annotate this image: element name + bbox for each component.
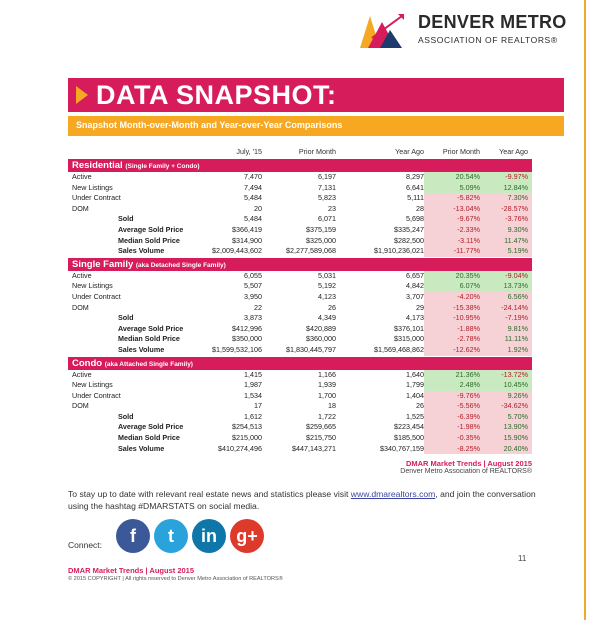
row-pct-year-ago: 1.92%: [507, 344, 528, 354]
stay-text-before: To stay up to date with relevant real estate news and statistics please visit: [68, 489, 351, 499]
dmar-mountain-icon: [358, 8, 406, 52]
snapshot-subtitle-bar: [68, 116, 564, 136]
right-edge-rule: [584, 0, 586, 620]
data-snapshot-banner: [68, 78, 564, 112]
row-current-value: $366,419: [232, 224, 262, 234]
row-prior-month-value: 1,939: [318, 380, 336, 390]
row-year-ago-value: 5,111: [407, 193, 424, 203]
row-label: New Listings: [72, 380, 113, 390]
row-pct-year-ago: -13.72%: [501, 369, 528, 379]
row-prior-month-value: 4,123: [318, 291, 336, 301]
row-year-ago-value: $223,454: [394, 422, 424, 432]
row-prior-month-value: 5,823: [318, 193, 336, 203]
row-label: Median Sold Price: [118, 334, 180, 344]
row-prior-month-value: 1,700: [318, 390, 336, 400]
footer-copyright: © 2015 COPYRIGHT | All rights reserved to Denver Metro Association of REALTORS®: [68, 576, 283, 582]
header-current: July, '15: [236, 147, 262, 156]
row-year-ago-value: $1,569,468,862: [374, 344, 424, 354]
row-current-value: 7,470: [244, 172, 262, 181]
row-pct-year-ago: 11.47%: [504, 235, 528, 245]
row-current-value: 1,415: [244, 369, 262, 379]
table-row: [68, 214, 532, 225]
row-label: DOM: [72, 401, 89, 411]
row-year-ago-value: $1,910,236,021: [374, 246, 424, 256]
row-label: Average Sold Price: [118, 422, 184, 432]
connect-label: Connect:: [68, 540, 103, 550]
table-row: [68, 334, 532, 345]
row-current-value: 17: [254, 401, 262, 411]
row-prior-month-value: 18: [328, 401, 336, 411]
trend-title: DMAR Market Trends | August 2015: [405, 459, 532, 468]
row-pct-prior-month: -10.95%: [453, 313, 480, 323]
row-pct-prior-month: -0.35%: [457, 433, 480, 443]
dmar-logo: [358, 8, 588, 52]
row-current-value: $2,009,443,602: [212, 246, 262, 256]
row-pct-year-ago: -34.62%: [501, 401, 528, 411]
table-row: [68, 225, 532, 236]
row-pct-year-ago: 9.26%: [507, 390, 528, 400]
row-pct-year-ago: 9.30%: [507, 224, 528, 234]
dmar-website-link[interactable]: www.dmarealtors.com: [350, 489, 436, 499]
row-pct-prior-month: -15.38%: [453, 302, 480, 312]
row-pct-prior-month: -1.88%: [457, 323, 480, 333]
row-pct-prior-month: -13.04%: [453, 203, 480, 213]
row-label: Under Contract: [72, 390, 121, 400]
row-current-value: $412,996: [232, 323, 262, 333]
row-pct-year-ago: -9.04%: [505, 270, 528, 280]
row-label: Sold: [118, 214, 134, 224]
row-label: Active: [72, 172, 92, 181]
row-prior-month-value: 6,071: [318, 214, 336, 224]
row-pct-prior-month: 5.09%: [459, 182, 480, 192]
table-row: [68, 324, 532, 335]
trend-association: Denver Metro Association of REALTORS®: [400, 468, 532, 475]
row-pct-year-ago: 20.40%: [503, 443, 528, 453]
snapshot-subtitle: Snapshot Month-over-Month and Year-over-Year Comparisons: [76, 120, 343, 130]
row-year-ago-value: 1,640: [406, 369, 424, 379]
row-label: New Listings: [72, 281, 113, 291]
row-current-value: 22: [254, 302, 262, 312]
row-current-value: $410,274,496: [218, 443, 262, 453]
row-prior-month-value: 1,722: [318, 411, 336, 421]
table-row: [68, 183, 532, 194]
row-year-ago-value: 26: [416, 401, 424, 411]
google-plus-icon[interactable]: [230, 519, 264, 553]
row-current-value: $254,513: [232, 422, 262, 432]
row-current-value: $215,000: [232, 433, 262, 443]
table-row: [68, 193, 532, 204]
stay-text-after: , and join the conversation using the hashtag #DMARSTATS on social media.: [68, 489, 536, 511]
row-pct-prior-month: -2.78%: [457, 334, 480, 344]
row-current-value: 5,484: [244, 193, 262, 203]
row-current-value: 1,987: [244, 380, 262, 390]
row-current-value: 7,494: [244, 182, 262, 192]
row-pct-year-ago: -28.57%: [501, 203, 528, 213]
row-pct-year-ago: 12.84%: [503, 182, 528, 192]
row-label: New Listings: [72, 182, 113, 192]
table-row: [68, 433, 532, 444]
stay-up-to-date-text: [68, 489, 538, 512]
row-pct-year-ago: 5.70%: [507, 411, 528, 421]
table-row: [68, 236, 532, 247]
row-pct-year-ago: 13.90%: [503, 422, 528, 432]
row-pct-prior-month: 21.36%: [455, 369, 480, 379]
row-pct-year-ago: 13.73%: [503, 281, 528, 291]
section-title: Single Family: [72, 258, 134, 270]
row-current-value: 20: [254, 203, 262, 213]
row-current-value: $314,900: [232, 235, 262, 245]
row-pct-prior-month: -9.67%: [457, 214, 480, 224]
table-row: [68, 281, 532, 292]
row-current-value: 3,950: [244, 291, 262, 301]
row-label: Average Sold Price: [118, 224, 184, 234]
row-year-ago-value: 8,297: [406, 172, 424, 181]
section-note: (aka Detached Single Family): [135, 261, 226, 269]
facebook-icon[interactable]: [116, 519, 150, 553]
row-current-value: 1,612: [244, 411, 262, 421]
row-current-value: 5,484: [244, 214, 262, 224]
row-prior-month-value: 6,197: [318, 172, 336, 181]
row-prior-month-value: $420,889: [306, 323, 336, 333]
banner-title: DATA SNAPSHOT:: [96, 80, 337, 110]
row-prior-month-value: 5,192: [318, 281, 336, 291]
row-pct-prior-month: -12.62%: [453, 344, 480, 354]
row-year-ago-value: $340,767,159: [380, 443, 424, 453]
row-year-ago-value: 3,707: [406, 291, 424, 301]
page-number: 11: [518, 554, 527, 563]
row-current-value: 1,534: [244, 390, 262, 400]
row-prior-month-value: $259,665: [306, 422, 336, 432]
table-header-row: [68, 146, 532, 158]
row-label: Active: [72, 270, 92, 280]
row-prior-month-value: $1,830,445,797: [286, 344, 336, 354]
row-current-value: 3,873: [244, 313, 262, 323]
row-pct-prior-month: -5.56%: [457, 401, 480, 411]
row-pct-year-ago: 5.19%: [507, 246, 528, 256]
row-pct-year-ago: -7.19%: [505, 313, 528, 323]
row-year-ago-value: 1,799: [406, 380, 424, 390]
google-plus-glyph: g+: [236, 526, 258, 546]
row-label: Sold: [118, 411, 134, 421]
row-pct-prior-month: -11.77%: [453, 246, 480, 256]
twitter-icon[interactable]: [154, 519, 188, 553]
table-row: [68, 271, 532, 282]
section-title: Condo: [72, 357, 103, 369]
row-pct-prior-month: -3.11%: [457, 235, 480, 245]
table-row: [68, 380, 532, 391]
row-prior-month-value: 26: [328, 302, 336, 312]
table-row: [68, 292, 532, 303]
section-note: (aka Attached Single Family): [104, 360, 193, 368]
header-year-ago: Year Ago: [395, 147, 424, 156]
row-pct-prior-month: -8.25%: [457, 443, 480, 453]
row-prior-month-value: $375,159: [306, 224, 336, 234]
row-pct-prior-month: -1.98%: [457, 422, 480, 432]
row-prior-month-value: 1,166: [318, 369, 336, 379]
row-pct-prior-month: 20.35%: [455, 270, 480, 280]
row-label: DOM: [72, 302, 89, 312]
row-label: Sold: [118, 313, 134, 323]
row-year-ago-value: $335,247: [394, 224, 424, 234]
table-row: [68, 303, 532, 314]
row-year-ago-value: $185,500: [394, 433, 424, 443]
row-prior-month-value: $447,143,271: [292, 443, 336, 453]
row-prior-month-value: 4,349: [318, 313, 336, 323]
row-pct-prior-month: -2.33%: [457, 224, 480, 234]
twitter-glyph: t: [168, 526, 174, 546]
row-pct-year-ago: -9.97%: [505, 172, 528, 181]
row-pct-year-ago: 15.90%: [503, 433, 528, 443]
footer-title: DMAR Market Trends | August 2015: [68, 566, 195, 575]
row-year-ago-value: $315,000: [394, 334, 424, 344]
row-pct-year-ago: -24.14%: [501, 302, 528, 312]
table-row: [68, 204, 532, 215]
table-row: [68, 172, 532, 183]
table-row: [68, 422, 532, 433]
logo-subtitle: ASSOCIATION OF REALTORS®: [418, 35, 558, 45]
table-row: [68, 401, 532, 412]
row-prior-month-value: $360,000: [306, 334, 336, 344]
row-current-value: 6,055: [244, 270, 262, 280]
table-row: [68, 370, 532, 381]
row-pct-prior-month: 2.48%: [459, 380, 480, 390]
section-title: Residential: [72, 160, 123, 171]
table-row: [68, 246, 532, 257]
row-year-ago-value: 4,173: [406, 313, 424, 323]
row-pct-prior-month: -6.39%: [457, 411, 480, 421]
row-pct-year-ago: 10.45%: [503, 380, 528, 390]
table-row: [68, 391, 532, 402]
row-prior-month-value: $215,750: [306, 433, 336, 443]
snapshot-table: [68, 146, 532, 454]
row-label: Under Contract: [72, 291, 121, 301]
row-label: Sales Volume: [118, 246, 165, 256]
header-pct-prior-month: Prior Month: [442, 147, 480, 156]
header-pct-year-ago: Year Ago: [499, 147, 528, 156]
row-pct-year-ago: 7.30%: [507, 193, 528, 203]
row-prior-month-value: 23: [328, 203, 336, 213]
section-header: [68, 357, 532, 370]
table-row: [68, 444, 532, 455]
row-label: Sales Volume: [118, 344, 165, 354]
row-prior-month-value: $325,000: [306, 235, 336, 245]
row-year-ago-value: 6,641: [406, 182, 424, 192]
header-prior-month: Prior Month: [298, 147, 336, 156]
row-prior-month-value: 7,131: [318, 182, 336, 192]
row-label: Average Sold Price: [118, 323, 184, 333]
row-label: Median Sold Price: [118, 235, 180, 245]
logo-title: DENVER METRO: [418, 12, 567, 32]
row-label: Sales Volume: [118, 443, 165, 453]
row-pct-year-ago: 6.56%: [507, 291, 528, 301]
linkedin-icon[interactable]: [192, 519, 226, 553]
row-year-ago-value: 29: [416, 302, 424, 312]
row-year-ago-value: $282,500: [394, 235, 424, 245]
section-header: [68, 159, 532, 172]
banner-arrow-icon: [76, 86, 88, 104]
row-current-value: $350,000: [232, 334, 262, 344]
row-label: Median Sold Price: [118, 433, 180, 443]
section-header: [68, 258, 532, 271]
facebook-glyph: f: [130, 526, 136, 546]
linkedin-glyph: in: [201, 526, 217, 546]
row-pct-year-ago: -3.76%: [505, 214, 528, 224]
row-label: Under Contract: [72, 193, 121, 203]
row-pct-year-ago: 9.81%: [507, 323, 528, 333]
table-row: [68, 345, 532, 356]
row-current-value: $1,599,532,106: [212, 344, 262, 354]
table-row: [68, 412, 532, 423]
row-year-ago-value: 1,404: [406, 390, 424, 400]
row-year-ago-value: $376,101: [394, 323, 424, 333]
row-pct-year-ago: 11.11%: [504, 334, 528, 344]
row-prior-month-value: 5,031: [318, 270, 336, 280]
row-year-ago-value: 6,657: [406, 270, 424, 280]
table-row: [68, 313, 532, 324]
row-year-ago-value: 4,842: [406, 281, 424, 291]
row-label: Active: [72, 369, 92, 379]
row-pct-prior-month: -5.82%: [457, 193, 480, 203]
row-current-value: 5,507: [244, 281, 262, 291]
row-pct-prior-month: -4.20%: [457, 291, 480, 301]
row-year-ago-value: 1,525: [406, 411, 424, 421]
row-pct-prior-month: 20.54%: [455, 172, 480, 181]
row-label: DOM: [72, 203, 89, 213]
row-pct-prior-month: -9.76%: [457, 390, 480, 400]
row-year-ago-value: 28: [416, 203, 424, 213]
row-pct-prior-month: 6.07%: [459, 281, 480, 291]
row-year-ago-value: 5,698: [406, 214, 424, 224]
row-prior-month-value: $2,277,589,068: [286, 246, 336, 256]
section-note: (Single Family + Condo): [125, 163, 200, 170]
